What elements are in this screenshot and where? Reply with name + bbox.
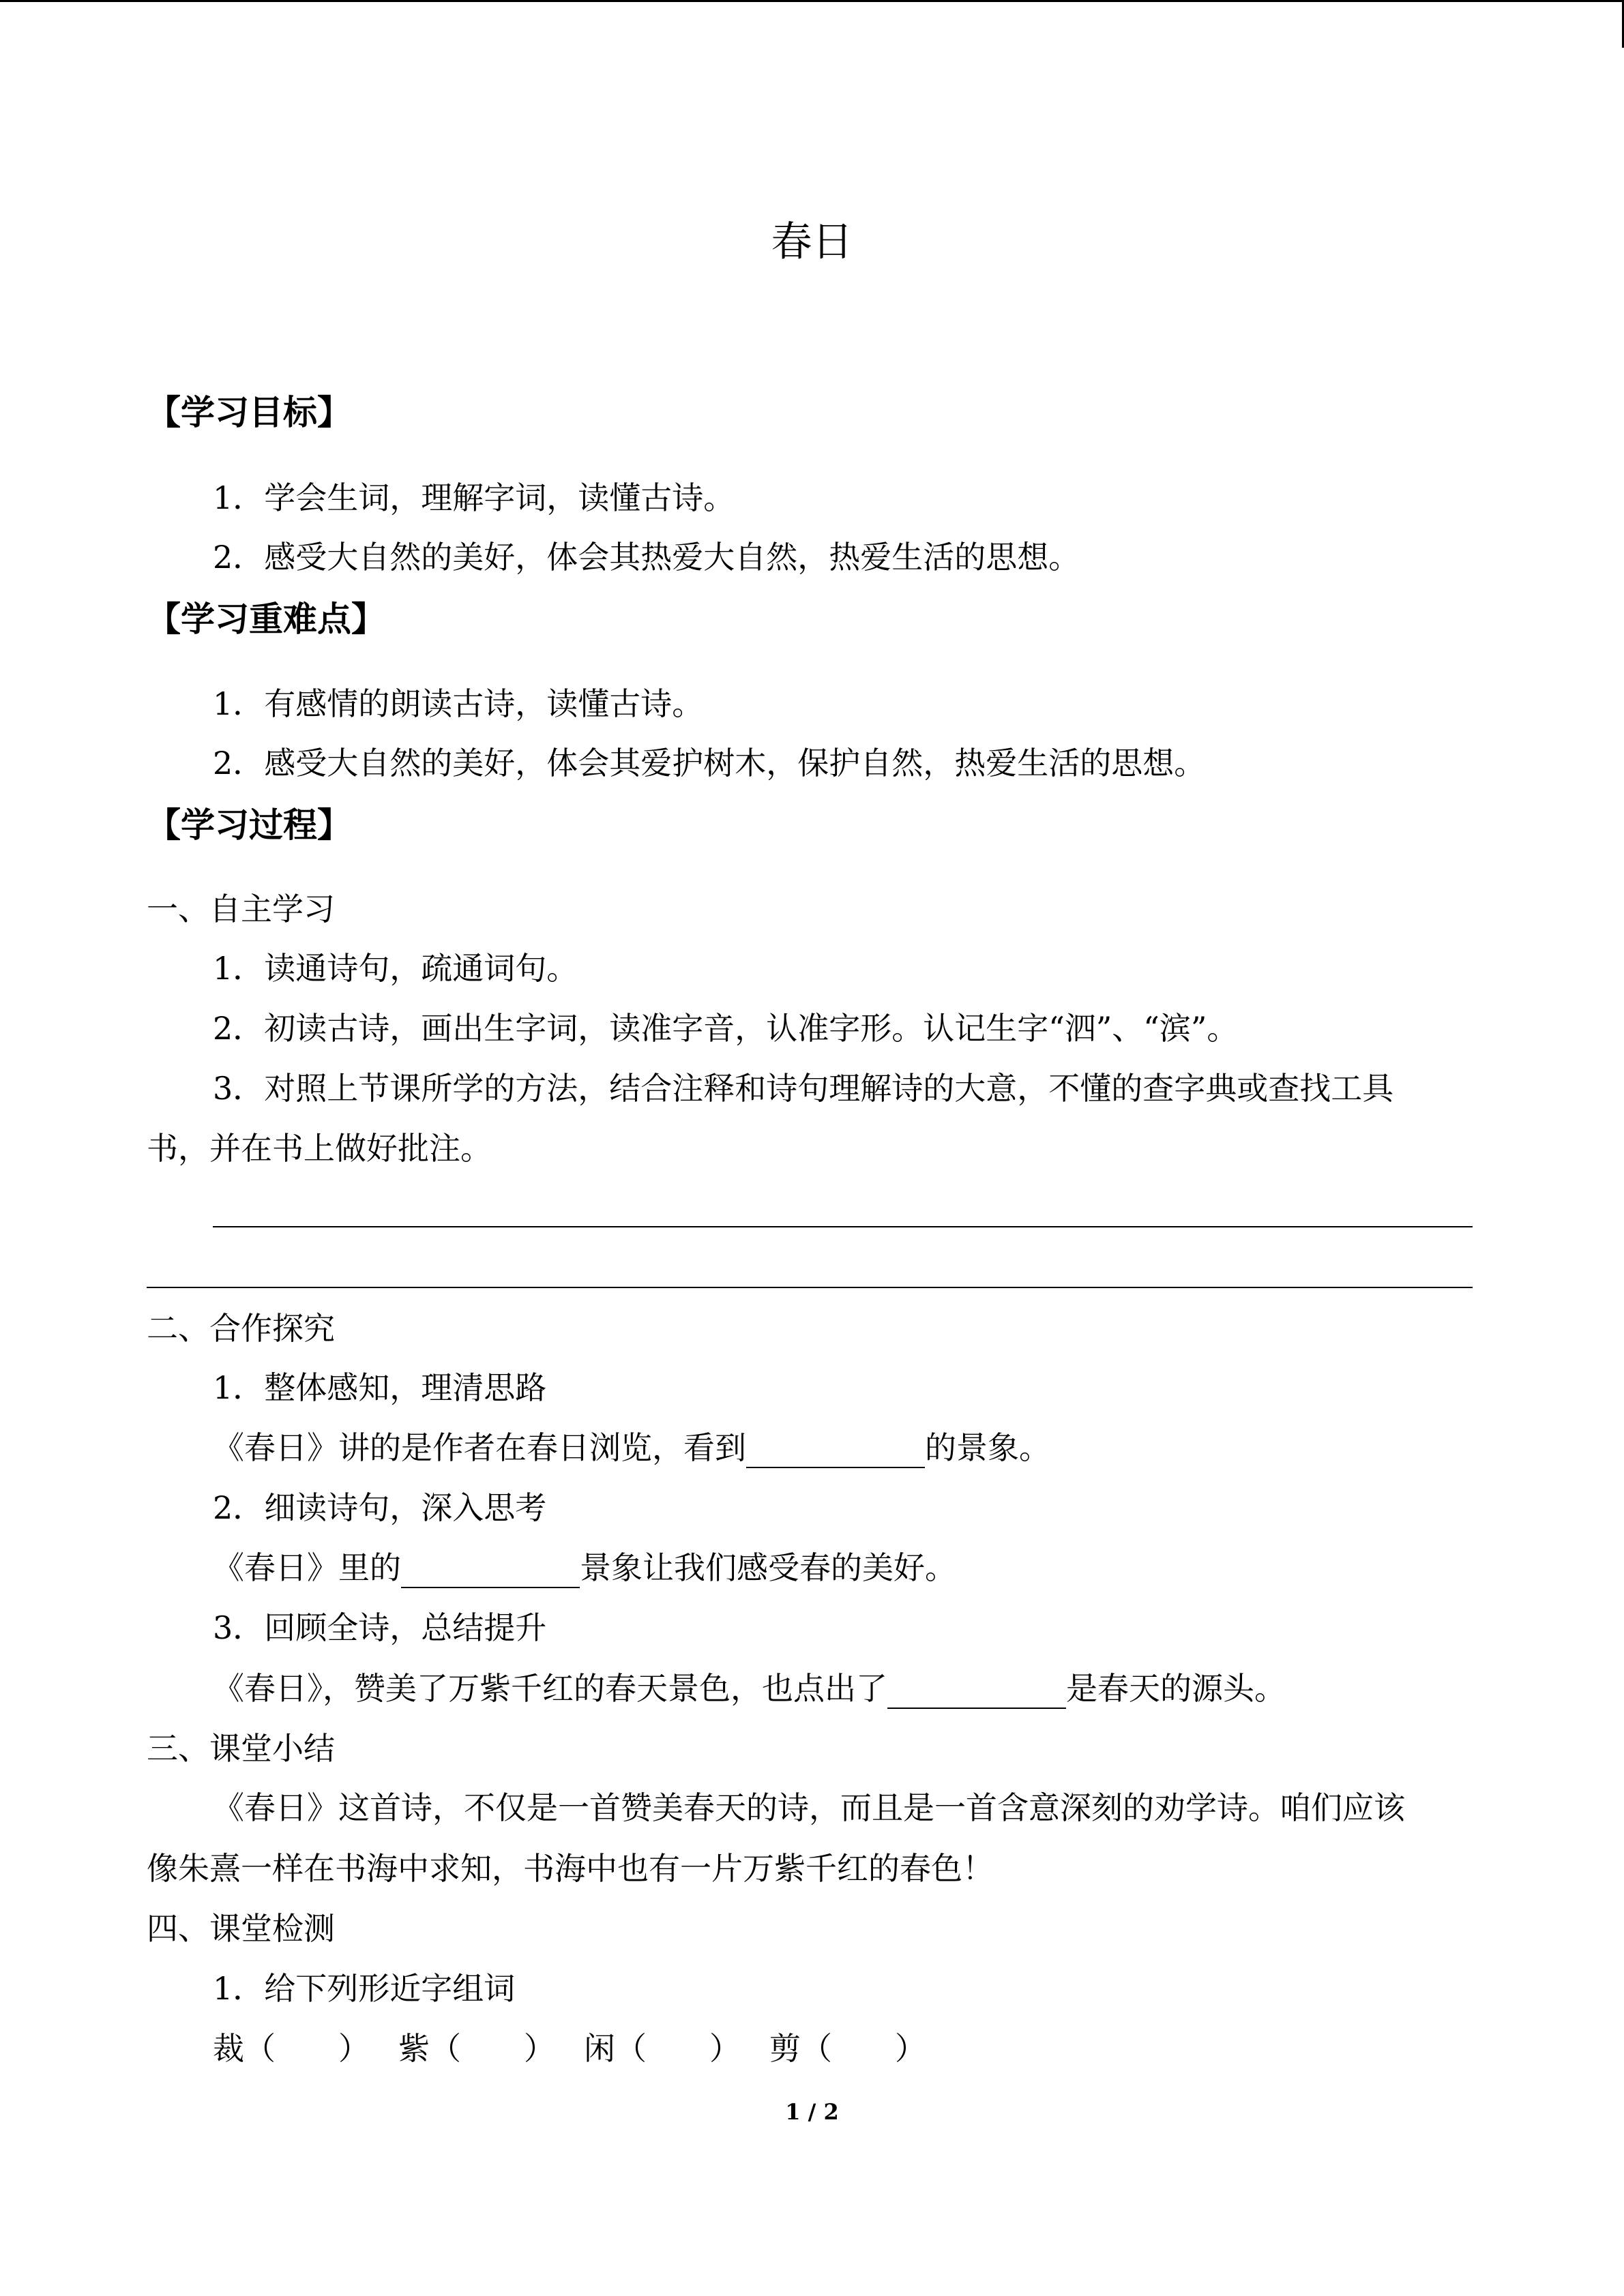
part1-item-3-cont: 书，并在书上做好批注。 [147, 1130, 492, 1167]
part2-q1-answer [213, 1427, 1050, 1468]
answer-line-2[interactable] [147, 1287, 1473, 1288]
fill-blank-2[interactable] [401, 1555, 580, 1588]
word-item-2[interactable]: 紫（ ） [398, 2030, 555, 2067]
part2-q2: 2．细读诗句，深入思考 [213, 1489, 547, 1526]
word-item-1[interactable]: 裁（ ） [213, 2030, 370, 2067]
part3-line-1: 《春日》这首诗，不仅是一首赞美春天的诗，而且是一首含意深刻的劝学诗。咱们应该 [213, 1789, 1405, 1826]
part2-q2-answer-post: 景象让我们感受春的美好。 [580, 1549, 956, 1586]
part2-q3-answer-pre: 《春日》，赞美了万紫千红的春天景色，也点出了 [213, 1670, 887, 1707]
word-group-row [213, 2028, 926, 2069]
key-points-heading: 【学习重难点】 [147, 599, 385, 639]
part2-title: 二、合作探究 [147, 1310, 335, 1347]
part2-q3-answer [213, 1668, 1286, 1709]
goal-item-1: 1．学会生词，理解字词，读懂古诗。 [213, 479, 735, 516]
part2-q3: 3．回顾全诗，总结提升 [213, 1609, 547, 1646]
word-item-3[interactable]: 闲（ ） [584, 2030, 741, 2067]
part4-title: 四、课堂检测 [147, 1910, 335, 1947]
fill-blank-1[interactable] [746, 1435, 925, 1468]
part3-title: 三、课堂小结 [147, 1730, 335, 1767]
answer-line-1[interactable] [213, 1226, 1473, 1227]
fill-blank-3[interactable] [887, 1676, 1066, 1709]
part2-q1-answer-post: 的景象。 [925, 1429, 1050, 1466]
part1-item-3: 3．对照上节课所学的方法，结合注释和诗句理解诗的大意，不懂的查字典或查找工具 [213, 1070, 1394, 1107]
process-heading: 【学习过程】 [147, 805, 351, 845]
part2-q1: 1．整体感知，理清思路 [213, 1369, 547, 1406]
page-top-border [0, 0, 1624, 2]
part2-q2-answer [213, 1547, 956, 1588]
part2-q1-answer-pre: 《春日》讲的是作者在春日浏览，看到 [213, 1429, 746, 1466]
word-item-4[interactable]: 剪（ ） [769, 2030, 926, 2067]
part4-q1: 1．给下列形近字组词 [213, 1970, 516, 2007]
part1-item-1: 1．读通诗句，疏通词句。 [213, 950, 578, 987]
goal-item-2: 2．感受大自然的美好，体会其热爱大自然，热爱生活的思想。 [213, 539, 1080, 576]
page-number: 1 / 2 [785, 2099, 839, 2125]
document-title: 春日 [771, 218, 853, 266]
part3-line-2: 像朱熹一样在书海中求知，书海中也有一片万紫千红的春色！ [147, 1850, 994, 1887]
goals-heading: 【学习目标】 [147, 393, 351, 432]
part1-item-2: 2．初读古诗，画出生字词，读准字音，认准字形。认记生字“泗”、“滨”。 [213, 1010, 1239, 1047]
part2-q2-answer-pre: 《春日》里的 [213, 1549, 401, 1586]
key-item-2: 2．感受大自然的美好，体会其爱护树木，保护自然，热爱生活的思想。 [213, 745, 1206, 781]
key-item-1: 1．有感情的朗读古诗，读懂古诗。 [213, 685, 704, 722]
part1-title: 一、自主学习 [147, 891, 335, 927]
part2-q3-answer-post: 是春天的源头。 [1066, 1670, 1286, 1707]
